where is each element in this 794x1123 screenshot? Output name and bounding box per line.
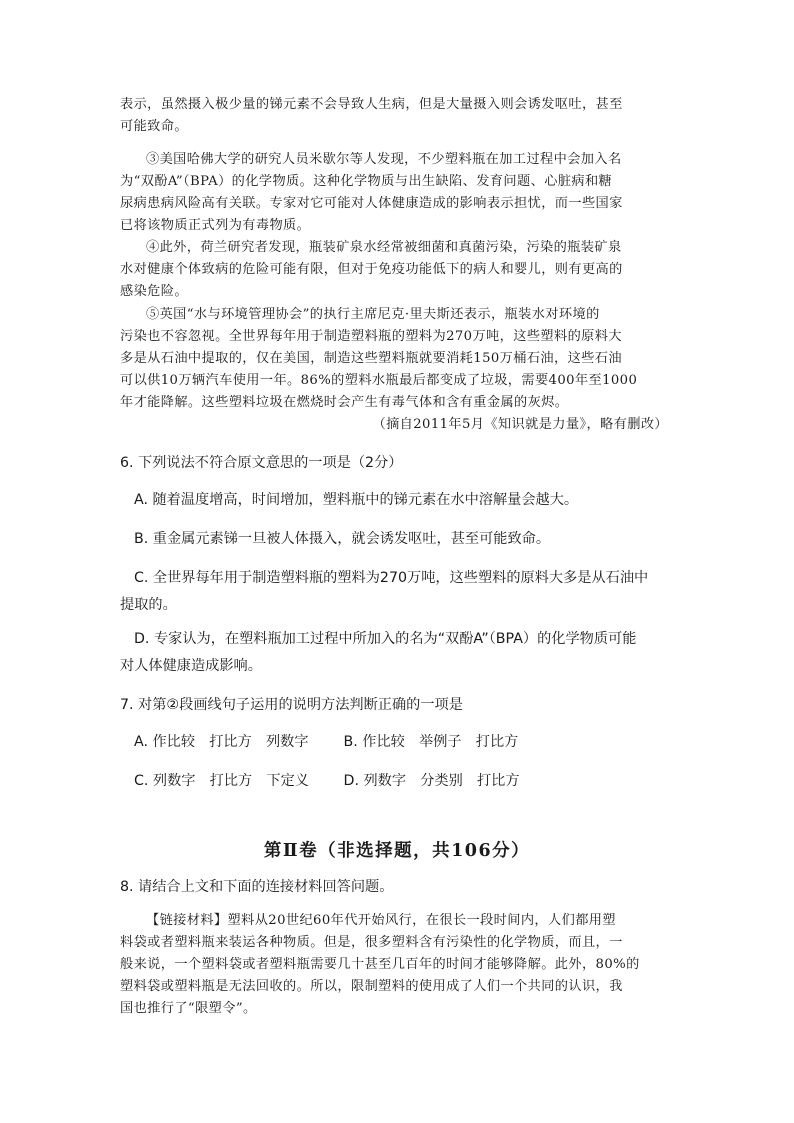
option-text: 提取的。 (120, 597, 177, 613)
section-title: 第Ⅱ卷（非选择题，共106分） (263, 841, 531, 861)
text-line: 水对健康个体致病的危险可能有限，但对于免疫功能低下的病人和婴儿，则有更高的 (120, 262, 623, 277)
question-6-option-b[interactable] (134, 526, 668, 553)
text-line: 【链接材料】塑料从20世纪60年代开始风行，在很长一段时间内，人们都用塑 (146, 913, 616, 928)
text-line: 国也推行了“限塑令”。 (120, 1001, 257, 1016)
text-line: 尿病患病风险高有关联。专家对它可能对人体健康造成的影响表示担忧，而一些国家 (120, 196, 623, 211)
text-line: 为“双酚A”（BPA）的化学物质。这种化学物质与出生缺陷、发育问题、心脏病和糖 (120, 174, 613, 189)
question-8-stem: 8. 请结合上文和下面的连接材料回答问题。 (120, 879, 394, 895)
text-line: ⑤英国“水与环境管理协会”的执行主席尼克·里夫斯还表示，瓶装水对环境的 (146, 307, 600, 322)
passage-paragraph-5 (120, 304, 668, 414)
text-line: 料袋或者塑料瓶来装运各种物质。但是，很多塑料含有污染性的化学物质，而且，一 (120, 935, 623, 950)
question-7-stem: 7. 对第②段画线句子运用的说明方法判断正确的一项是 (120, 697, 463, 713)
text-line: 可以供10万辆汽车使用一年。86%的塑料水瓶最后都变成了垃圾，需要400年至1000 (120, 373, 638, 388)
question-7-options-row-2 (134, 770, 520, 793)
text-line: 已将该物质正式列为有毒物质。 (120, 218, 311, 233)
question-7-options-row-1 (134, 731, 518, 754)
text-line: 感染危险。 (120, 284, 188, 299)
passage-source: （摘自2011年5月《知识就是力量》，略有删改） (372, 417, 668, 432)
text-line: 般来说，一个塑料袋或者塑料瓶需要几十甚至几百年的时间才能够降解。此外，80%的 (120, 957, 640, 972)
question-6-option-a[interactable] (134, 487, 668, 514)
text-line: 污染也不容忽视。全世界每年用于制造塑料瓶的塑料为270万吨，这些塑料的原料大 (120, 329, 622, 344)
text-line: ③美国哈佛大学的研究人员米歇尔等人发现，不少塑料瓶在加工过程中会加入名 (146, 152, 622, 167)
question-6-option-d[interactable] (120, 626, 668, 680)
question-7-option-a[interactable]: A. 作比较 打比方 列数字 (134, 734, 309, 750)
passage-paragraph-3 (120, 149, 668, 237)
text-line: 可能致命。 (120, 119, 188, 134)
passage-paragraph-4 (120, 237, 668, 303)
text-line: 表示，虽然摄入极少量的锑元素不会导致人生病，但是大量摄入则会诱发呕吐，甚至 (120, 97, 623, 112)
option-text: 对人体健康造成影响。 (120, 658, 262, 674)
text-line: 塑料袋或塑料瓶是无法回收的。所以，限制塑料的使用成了人们一个共同的认识，我 (120, 979, 623, 994)
link-material (120, 910, 668, 1020)
text-line: ④此外，荷兰研究者发现，瓶装矿泉水经常被细菌和真菌污染，污染的瓶装矿泉 (146, 240, 622, 255)
question-7-option-b[interactable]: B. 作比较 举例子 打比方 (343, 734, 519, 750)
passage-paragraph-intro (120, 94, 668, 138)
question-7-option-c[interactable]: C. 列数字 打比方 下定义 (134, 773, 309, 789)
question-7-option-d[interactable]: D. 列数字 分类别 打比方 (343, 773, 520, 789)
text-line: 多是从石油中提取的，仅在美国，制造这些塑料瓶就要消耗150万桶石油，这些石油 (120, 351, 622, 366)
option-text: A. 随着温度增高，时间增加，塑料瓶中的锑元素在水中溶解量会越大。 (134, 492, 579, 508)
question-6-option-c[interactable] (120, 565, 668, 619)
text-line: 年才能降解。这些塑料垃圾在燃烧时会产生有毒气体和含有重金属的灰烬。 (120, 395, 569, 410)
option-text: B. 重金属元素锑一旦被人体摄入，就会诱发呕吐，甚至可能致命。 (134, 531, 551, 547)
option-text: D. 专家认为，在塑料瓶加工过程中所加入的名为“双酚A”（BPA）的化学物质可能 (134, 631, 637, 647)
question-6-stem: 6. 下列说法不符合原文意思的一项是（2分） (120, 455, 403, 471)
option-text: C. 全世界每年用于制造塑料瓶的塑料为270万吨，这些塑料的原料大多是从石油中 (134, 570, 649, 586)
